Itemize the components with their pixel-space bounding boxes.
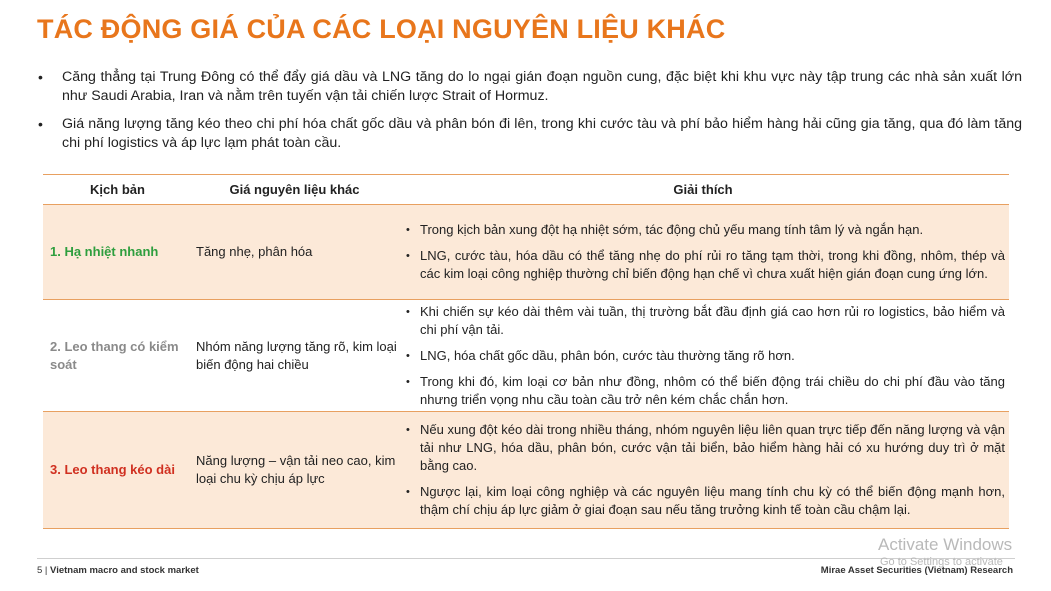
scenario-cell: 3. Leo thang kéo dài — [50, 462, 175, 477]
explanation-text: Trong kịch bản xung đột hạ nhiệt sớm, tác động chủ yếu mang tính tâm lý và ngắn hạn. — [420, 222, 924, 237]
price-cell: Năng lượng – vận tải neo cao, kim loại chu kỳ chịu áp lực — [196, 453, 396, 486]
bullet-dot-icon: • — [406, 375, 410, 388]
table-header — [43, 175, 1009, 205]
table-row — [43, 300, 1009, 412]
explanation-item — [397, 221, 1005, 239]
explanation-item — [397, 247, 1005, 283]
price-cell: Nhóm năng lượng tăng rõ, kim loại biến động hai chiều — [196, 338, 397, 372]
bullet-item — [37, 115, 1022, 153]
footer-section: Vietnam macro and stock market — [50, 565, 199, 576]
bullet-dot-icon: • — [406, 349, 410, 362]
explanation-text: Ngược lại, kim loại công nghiệp và các nguyên liệu mang tính chu kỳ có thể biến động mạnh hơn, thậm chí chịu áp lực giảm ở giai đoạn sau nếu tăng trưởng kinh tế toàn cầu chậm lại. — [420, 484, 1005, 517]
explanation-cell — [397, 205, 1009, 299]
watermark-title: Activate Windows — [878, 535, 1013, 554]
explanation-item — [397, 303, 1005, 339]
footer-divider — [37, 558, 1015, 559]
explanation-text: LNG, hóa chất gốc dầu, phân bón, cước tàu thường tăng rõ hơn. — [420, 347, 795, 363]
bullet-dot-icon: • — [406, 224, 410, 236]
explanation-text: Khi chiến sự kéo dài thêm vài tuần, thị trường bắt đầu định giá cao hơn rủi ro logistics, bảo hiểm và chi phí vận tải. — [420, 303, 1005, 337]
explanation-text: Nếu xung đột kéo dài trong nhiều tháng, nhóm nguyên liệu liên quan trực tiếp đến năng lượng và vận tải như LNG, hóa dầu, phân bón, cước vận tải biển, bảo hiểm hàng hải có xu hướng duy trì ở mặt bằng cao. — [420, 422, 1005, 473]
bullet-item — [37, 68, 1022, 106]
bullet-dot-icon: • — [406, 305, 410, 318]
scenario-table — [43, 174, 1009, 529]
explanation-cell — [397, 412, 1009, 528]
bullet-dot-icon: • — [38, 69, 43, 85]
scenario-cell: 2. Leo thang có kiểm soát — [50, 338, 179, 372]
footer-left: 5 | Vietnam macro and stock market — [37, 565, 199, 576]
explanation-item — [397, 373, 1005, 409]
footer-right: Mirae Asset Securities (Vietnam) Research — [820, 565, 1013, 576]
scenario-cell: 1. Hạ nhiệt nhanh — [50, 244, 159, 259]
header-explanation: Giải thích — [673, 182, 733, 197]
intro-bullets — [37, 68, 1022, 162]
explanation-text: Trong khi đó, kim loại cơ bản như đồng, nhôm có thể biến động trái chiều do chi phí đầu vào tăng nhưng triển vọng nhu cầu toàn cầu trở nên kém chắc chắn hơn. — [420, 373, 1005, 407]
bullet-dot-icon: • — [406, 250, 410, 262]
explanation-item — [397, 347, 1005, 365]
page-title: TÁC ĐỘNG GIÁ CỦA CÁC LOẠI NGUYÊN LIỆU KHÁC — [37, 14, 726, 44]
price-cell: Tăng nhẹ, phân hóa — [196, 244, 313, 259]
explanation-item — [397, 483, 1005, 519]
explanation-text: LNG, cước tàu, hóa dầu có thể tăng nhẹ do phí rủi ro tăng tạm thời, trong khi đồng, nhôm, thép và các kim loại công nghiệp thường chỉ biến động hạn chế vì chưa xuất hiện gián đoạn cung ứng lớn. — [420, 248, 1005, 281]
page-number: 5 — [37, 565, 43, 576]
explanation-cell — [397, 300, 1009, 411]
bullet-dot-icon: • — [406, 486, 410, 498]
header-scenario: Kịch bản — [90, 182, 145, 197]
bullet-dot-icon: • — [38, 116, 43, 132]
header-price: Giá nguyên liệu khác — [229, 182, 360, 197]
watermark-subtitle: Go to Settings to activate — [880, 556, 1003, 568]
bullet-text: Giá năng lượng tăng kéo theo chi phí hóa chất gốc dầu và phân bón đi lên, trong khi cước tàu và phí bảo hiểm hàng hải cũng gia tăng, qua đó làm tăng chi phí logistics và áp lực lạm phát toàn cầu. — [62, 116, 1022, 151]
activation-watermark — [878, 535, 1012, 568]
bullet-dot-icon: • — [406, 424, 410, 436]
table-row — [43, 205, 1009, 300]
explanation-item — [397, 421, 1005, 475]
table-row — [43, 412, 1009, 529]
bullet-text: Căng thẳng tại Trung Đông có thể đẩy giá dầu và LNG tăng do lo ngại gián đoạn nguồn cung, đặc biệt khi khu vực này tập trung các nhà sản xuất lớn như Saudi Arabia, Iran và nằm trên tuyến vận tải chiến lược Strait of Hormuz. — [62, 69, 1022, 104]
